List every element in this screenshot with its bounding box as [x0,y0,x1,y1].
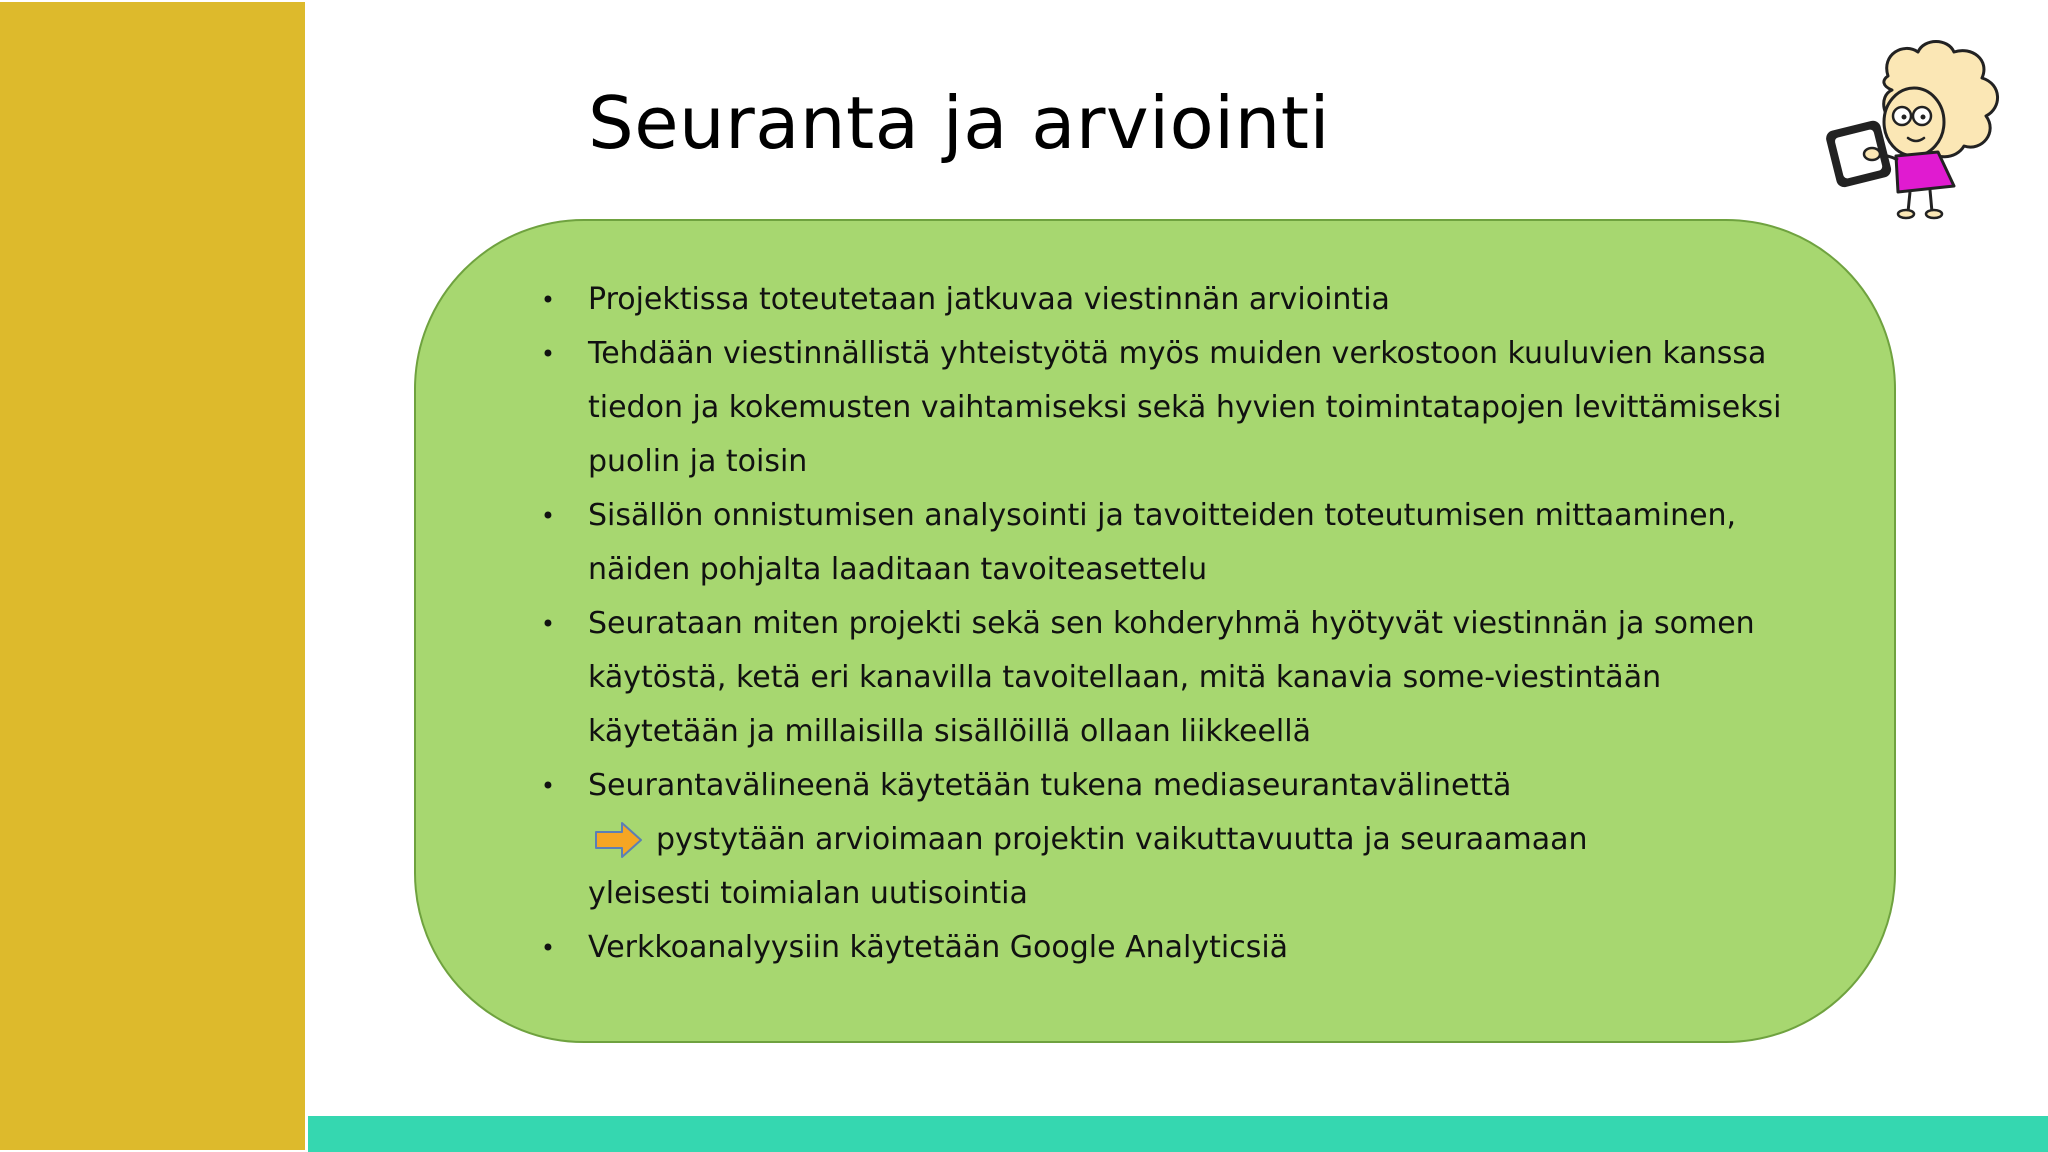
bullet-line: Tehdään viestinnällistä yhteistyötä myös muiden verkostoon kuuluvien kanssa [588,336,1767,371]
bullet-item [540,273,1888,327]
bullet-line: yleisesti toimialan uutisointia [588,876,1028,911]
bullet-line: Seurantavälineenä käytetään tukena mediaseurantavälinettä [588,768,1512,803]
bullet-line: puolin ja toisin [588,444,808,479]
bullet-list [540,273,1888,975]
arrow-line [588,813,1888,867]
bullet-marker: • [540,502,556,530]
bullet-item [540,759,1888,921]
mascot-illustration-icon [1826,36,2016,226]
bullet-line: Projektissa toteutetaan jatkuvaa viestinnän arviointia [588,282,1390,317]
slide-title: Seuranta ja arviointi [588,81,1330,165]
bullet-item [540,921,1888,975]
bullet-line: käytetään ja millaisilla sisällöillä ollaan liikkeellä [588,714,1311,749]
bullet-line: Sisällön onnistumisen analysointi ja tavoitteiden toteutumisen mittaaminen, [588,498,1737,533]
bullet-line: Seurataan miten projekti sekä sen kohderyhmä hyötyvät viestinnän ja somen [588,606,1755,641]
bullet-marker: • [540,610,556,638]
left-sidebar-decoration [0,2,305,1150]
bottom-accent-bar [308,1116,2048,1152]
bullet-line: käytöstä, ketä eri kanavilla tavoitellaan, mitä kanavia some-viestintään [588,660,1662,695]
bullet-marker: • [540,286,556,314]
bullet-item [540,597,1888,759]
bullet-line: pystytään arvioimaan projektin vaikuttavuutta ja seuraamaan [656,822,1588,857]
bullet-line: näiden pohjalta laaditaan tavoiteasettelu [588,552,1208,587]
bullet-marker: • [540,934,556,962]
bullet-marker: • [540,340,556,368]
bullet-line: tiedon ja kokemusten vaihtamiseksi sekä hyvien toimintatapojen levittämiseksi [588,390,1782,425]
bullet-marker: • [540,772,556,800]
right-arrow-icon [594,820,644,860]
bullet-item [540,489,1888,597]
bullet-line: Verkkoanalyysiin käytetään Google Analyticsiä [588,930,1289,965]
bullet-item [540,327,1888,489]
